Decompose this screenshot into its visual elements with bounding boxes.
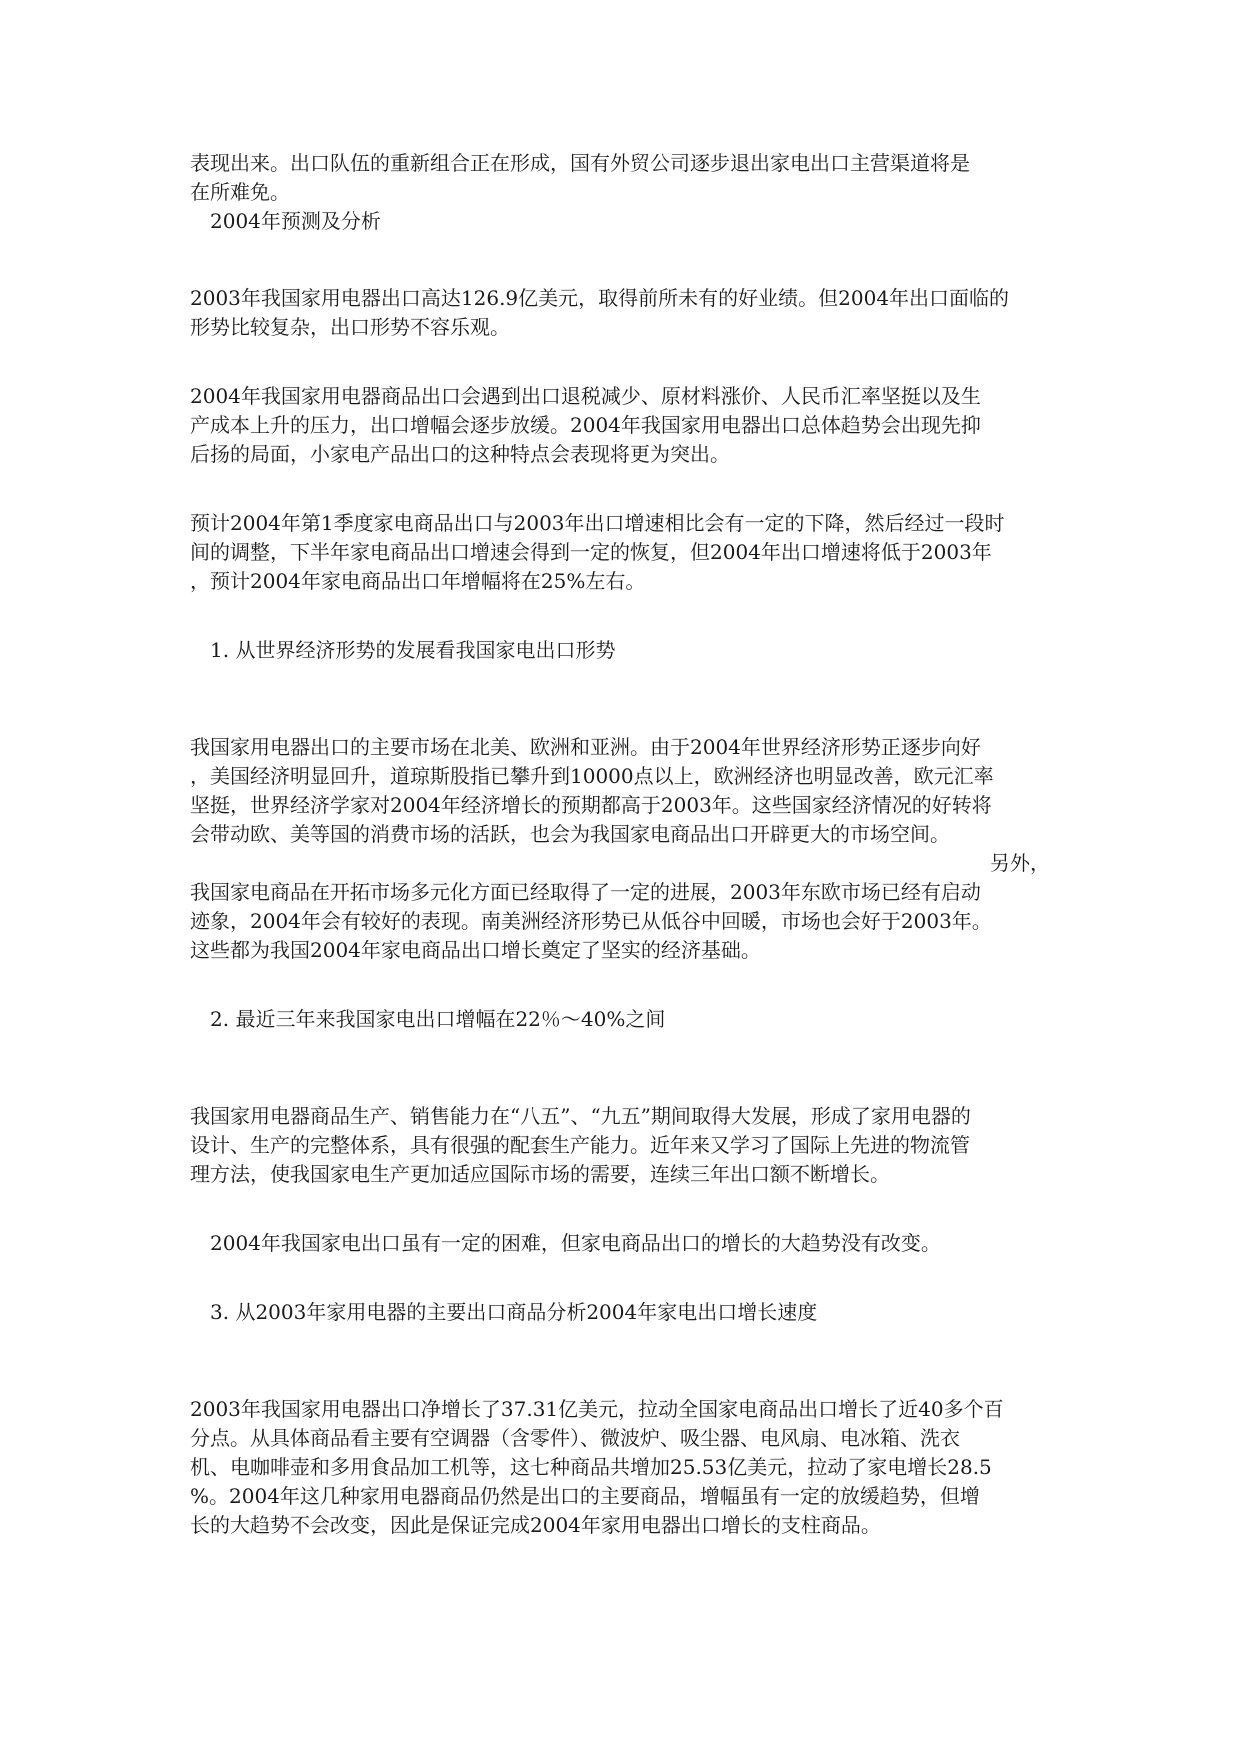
text-line: 设计、生产的完整体系，具有很强的配套生产能力。近年来又学习了国际上先进的物流管: [190, 1133, 970, 1157]
text-line: 另外，: [990, 851, 1050, 875]
text-line: 迹象，2004年会有较好的表现。南美洲经济形势已从低谷中回暖，市场也会好于2003年。: [190, 909, 992, 933]
text-line: 后扬的局面，小家电产品出口的这种特点会表现将更为突出。: [190, 442, 730, 466]
section-heading: 3. 从2003年家用电器的主要出口商品分析2004年家电出口增长速度: [210, 1300, 818, 1324]
section-heading: 2004年预测及分析: [210, 209, 381, 233]
text-line: 形势比较复杂，出口形势不容乐观。: [190, 315, 510, 339]
text-line: 理方法，使我国家电生产更加适应国际市场的需要，连续三年出口额不断增长。: [190, 1162, 890, 1186]
text-line: 产成本上升的压力，出口增幅会逐步放缓。2004年我国家用电器出口总体趋势会出现先抑: [190, 413, 981, 437]
text-line: 长的大趋势不会改变，因此是保证完成2004年家用电器出口增长的支柱商品。: [190, 1513, 881, 1537]
text-line: 这些都为我国2004年家电商品出口增长奠定了坚实的经济基础。: [190, 938, 761, 962]
text-line: 表现出来。出口队伍的重新组合正在形成，国有外贸公司逐步退出家电出口主营渠道将是: [190, 151, 970, 175]
text-line: 2004年我国家电出口虽有一定的困难，但家电商品出口的增长的大趋势没有改变。: [210, 1231, 941, 1255]
text-line: 间的调整，下半年家电商品出口增速会得到一定的恢复，但2004年出口增速将低于2003年: [190, 540, 992, 564]
text-line: 坚挺，世界经济学家对2004年经济增长的预期都高于2003年。这些国家经济情况的好转将: [190, 793, 992, 817]
text-line: 我国家用电器商品生产、销售能力在“八五”、“九五”期间取得大发展，形成了家用电器的: [190, 1104, 971, 1128]
text-line: 我国家用电器出口的主要市场在北美、欧洲和亚洲。由于2004年世界经济形势正逐步向好: [190, 735, 981, 759]
text-line: 在所难免。: [190, 180, 290, 204]
text-line: 2003年我国家用电器出口净增长了37.31亿美元，拉动全国家电商品出口增长了近40多个百: [190, 1397, 1004, 1421]
text-line: 预计2004年第1季度家电商品出口与2003年出口增速相比会有一定的下降，然后经过一段时: [190, 511, 1005, 535]
section-heading: 1. 从世界经济形势的发展看我国家电出口形势: [210, 638, 616, 662]
text-line: 我国家电商品在开拓市场多元化方面已经取得了一定的进展，2003年东欧市场已经有启动: [190, 880, 981, 904]
text-line: 会带动欧、美等国的消费市场的活跃，也会为我国家电商品出口开辟更大的市场空间。: [190, 822, 950, 846]
text-line: ，预计2004年家电商品出口年增幅将在25%左右。: [190, 569, 646, 593]
text-line: 2003年我国家用电器出口高达126.9亿美元，取得前所未有的好业绩。但2004年出口面临的: [190, 286, 1010, 310]
section-heading: 2. 最近三年来我国家电出口增幅在22％～40%之间: [210, 1007, 666, 1031]
text-line: ，美国经济明显回升，道琼斯股指已攀升到10000点以上，欧洲经济也明显改善，欧元汇率: [190, 764, 994, 788]
text-line: %。2004年这几种家用电器商品仍然是出口的主要商品，增幅虽有一定的放缓趋势，但增: [190, 1484, 980, 1508]
text-line: 分点。从具体商品看主要有空调器（含零件）、微波炉、吸尘器、电风扇、电冰箱、洗衣: [190, 1426, 960, 1450]
text-line: 机、电咖啡壶和多用食品加工机等，这七种商品共增加25.53亿美元，拉动了家电增长28.5: [190, 1455, 992, 1479]
text-line: 2004年我国家用电器商品出口会遇到出口退税减少、原材料涨价、人民币汇率坚挺以及生: [190, 384, 981, 408]
